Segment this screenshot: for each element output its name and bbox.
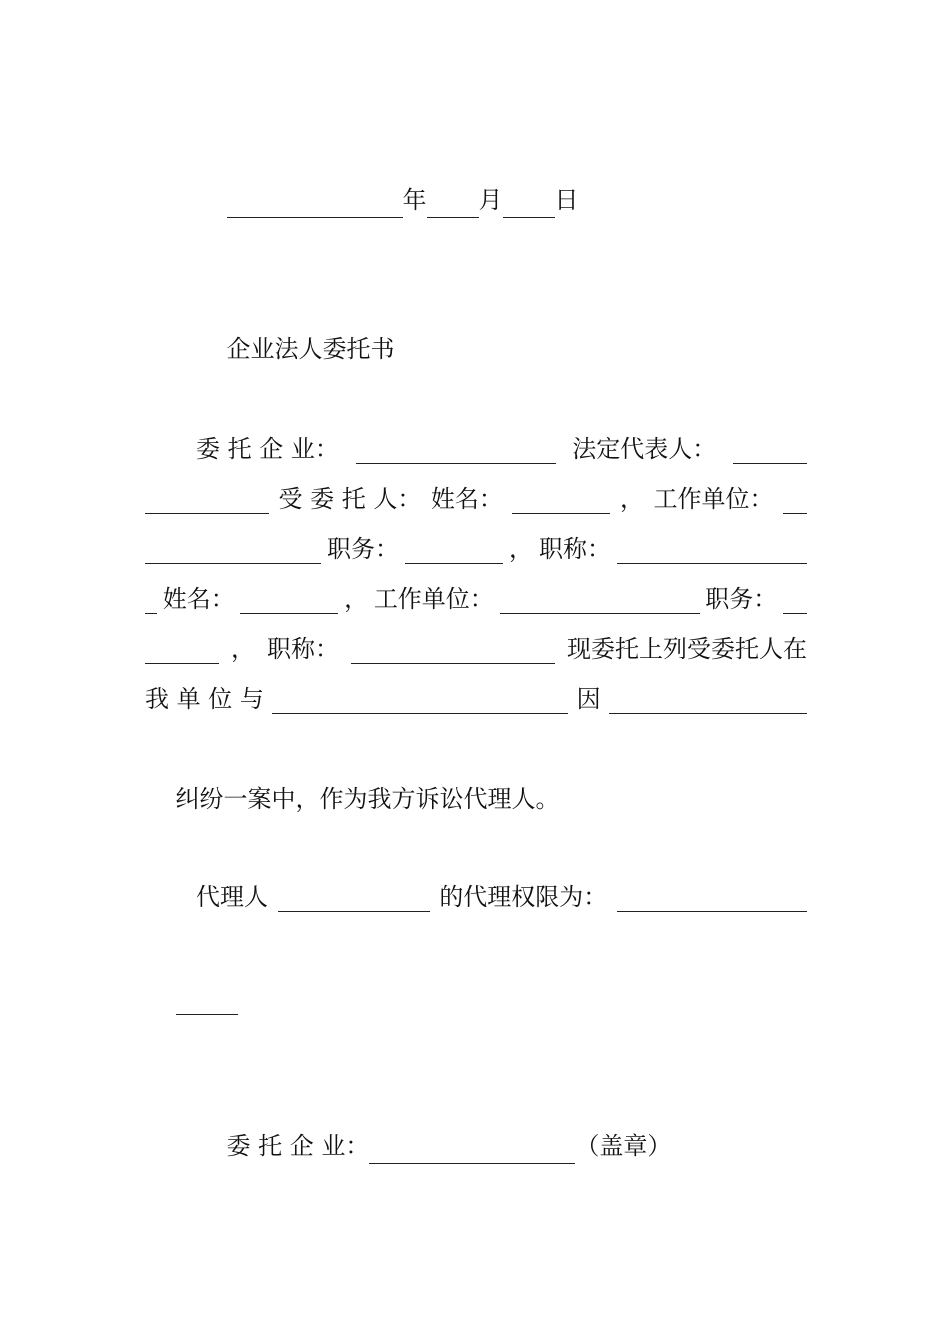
name-blank-1 [512, 485, 610, 514]
body-line-1 [196, 424, 807, 474]
agent-label: 受 委 托 人： [278, 485, 422, 513]
agent-prefix: 代理人 [196, 883, 268, 911]
authority-line-2 [145, 922, 807, 972]
our-unit-with: 我 单 位 与 [145, 685, 264, 713]
comma: ， [509, 535, 533, 563]
work-unit-blank-2 [500, 585, 700, 614]
name-label-2: 姓名： [162, 585, 235, 613]
body-line-3 [145, 524, 807, 574]
authority-blank-a [617, 883, 807, 912]
position-label-2: 职务： [705, 585, 778, 613]
day-blank [503, 189, 555, 218]
cause-blank [609, 685, 807, 714]
body-line-5 [145, 624, 807, 674]
because-label: 因 [576, 685, 601, 713]
position-blank-2b [145, 635, 219, 664]
authority-line-1 [196, 872, 807, 922]
body-line-6 [145, 674, 807, 724]
year-label: 年 [402, 186, 427, 214]
case-text: 纠纷一案中，作为我方诉讼代理人。 [175, 785, 560, 813]
title-label-2: 职称： [267, 635, 339, 663]
signature-client-label: 委 托 企 业： [226, 1132, 370, 1160]
counterparty-blank [272, 685, 568, 714]
day-label: 日 [554, 186, 579, 214]
work-unit-label-2: 工作单位： [373, 585, 494, 613]
legal-rep-blank-b [145, 485, 269, 514]
title-blank-1b [145, 585, 157, 614]
body-line-2 [145, 474, 807, 524]
year-blank [227, 189, 403, 218]
signature-line [196, 1071, 807, 1160]
legal-rep-label: 法定代表人： [572, 435, 717, 463]
title-label-1: 职称： [539, 535, 611, 563]
position-label-1: 职务： [327, 535, 399, 563]
client-label: 委 托 企 业： [196, 435, 339, 463]
agent-name-blank [278, 883, 430, 912]
title-text: 企业法人委托书 [226, 335, 395, 363]
body-line-7 [145, 724, 807, 813]
comma: ， [344, 585, 369, 613]
name-label-1: 姓名： [430, 485, 503, 513]
entrust-text: 现委托上列受委托人在 [567, 635, 807, 663]
name-blank-2 [240, 585, 338, 614]
month-label: 月 [478, 186, 503, 214]
seal-note: （盖章） [575, 1132, 672, 1160]
month-blank [427, 189, 479, 218]
body-line-4 [145, 574, 807, 624]
position-blank-2a [783, 585, 807, 614]
authority-blank-b [176, 986, 238, 1015]
legal-rep-blank-a [733, 435, 807, 464]
signature-client-blank [369, 1135, 575, 1164]
date-line [196, 125, 807, 214]
comma: ， [619, 485, 644, 513]
document-title [196, 274, 807, 363]
comma: ， [231, 635, 255, 663]
authority-text: 的代理权限为： [439, 883, 608, 911]
work-unit-blank-1b [145, 535, 321, 564]
work-unit-label-1: 工作单位： [653, 485, 774, 513]
position-blank-1 [405, 535, 503, 564]
client-blank [356, 435, 556, 464]
title-blank-2 [351, 635, 555, 664]
title-blank-1a [617, 535, 807, 564]
work-unit-blank-1a [783, 485, 807, 514]
